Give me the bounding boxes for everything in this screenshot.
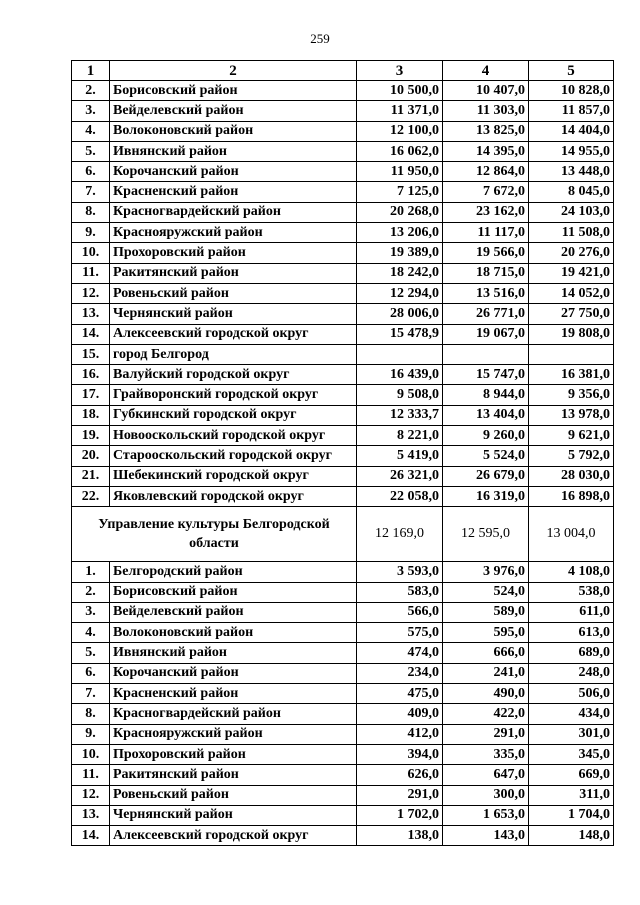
section-value-4: 12 595,0 xyxy=(443,507,529,562)
row-number: 9. xyxy=(72,223,110,243)
value-col4: 11 303,0 xyxy=(443,101,529,121)
value-col3: 20 268,0 xyxy=(357,202,443,222)
table-row xyxy=(72,704,614,724)
value-col3: 1 702,0 xyxy=(357,805,443,825)
value-col4: 13 404,0 xyxy=(443,405,529,425)
row-number: 14. xyxy=(72,826,110,846)
district-name: Алексеевский городской округ xyxy=(110,826,357,846)
value-col3 xyxy=(357,344,443,364)
row-number: 2. xyxy=(72,81,110,101)
row-number: 5. xyxy=(72,643,110,663)
row-number: 10. xyxy=(72,744,110,764)
section-value-5: 13 004,0 xyxy=(529,507,614,562)
district-name: Новооскольский городской округ xyxy=(110,426,357,446)
district-name: Вейделевский район xyxy=(110,101,357,121)
budget-table xyxy=(71,60,614,846)
value-col3: 26 321,0 xyxy=(357,466,443,486)
value-col5 xyxy=(529,344,614,364)
value-col3: 566,0 xyxy=(357,602,443,622)
value-col4: 291,0 xyxy=(443,724,529,744)
table-row xyxy=(72,684,614,704)
row-number: 10. xyxy=(72,243,110,263)
table-row xyxy=(72,263,614,283)
value-col3: 138,0 xyxy=(357,826,443,846)
value-col4: 26 679,0 xyxy=(443,466,529,486)
table-row xyxy=(72,81,614,101)
table-row xyxy=(72,304,614,324)
value-col4: 595,0 xyxy=(443,623,529,643)
value-col5: 11 508,0 xyxy=(529,223,614,243)
value-col3: 394,0 xyxy=(357,744,443,764)
table-row xyxy=(72,623,614,643)
row-number: 18. xyxy=(72,405,110,425)
value-col4: 589,0 xyxy=(443,602,529,622)
row-number: 2. xyxy=(72,582,110,602)
value-col4: 5 524,0 xyxy=(443,446,529,466)
table-row xyxy=(72,562,614,582)
district-name: Ракитянский район xyxy=(110,263,357,283)
value-col4 xyxy=(443,344,529,364)
row-number: 13. xyxy=(72,805,110,825)
column-header: 5 xyxy=(529,61,614,81)
value-col5: 19 421,0 xyxy=(529,263,614,283)
value-col4: 13 516,0 xyxy=(443,283,529,303)
value-col4: 9 260,0 xyxy=(443,426,529,446)
value-col3: 11 950,0 xyxy=(357,162,443,182)
table-row xyxy=(72,744,614,764)
row-number: 6. xyxy=(72,663,110,683)
table-row xyxy=(72,724,614,744)
table-row xyxy=(72,141,614,161)
row-number: 20. xyxy=(72,446,110,466)
district-name: Губкинский городской округ xyxy=(110,405,357,425)
district-name: Корочанский район xyxy=(110,162,357,182)
row-number: 8. xyxy=(72,202,110,222)
value-col3: 3 593,0 xyxy=(357,562,443,582)
value-col3: 8 221,0 xyxy=(357,426,443,446)
value-col4: 13 825,0 xyxy=(443,121,529,141)
value-col5: 11 857,0 xyxy=(529,101,614,121)
district-name: Ровеньский район xyxy=(110,785,357,805)
row-number: 6. xyxy=(72,162,110,182)
district-name: Красненский район xyxy=(110,182,357,202)
section-title: Управление культуры Белгородской области xyxy=(72,507,357,562)
table-row xyxy=(72,101,614,121)
value-col3: 626,0 xyxy=(357,765,443,785)
table-row xyxy=(72,486,614,506)
value-col3: 15 478,9 xyxy=(357,324,443,344)
row-number: 17. xyxy=(72,385,110,405)
value-col5: 13 448,0 xyxy=(529,162,614,182)
row-number: 12. xyxy=(72,283,110,303)
district-name: Красногвардейский район xyxy=(110,704,357,724)
value-col5: 14 955,0 xyxy=(529,141,614,161)
table-row xyxy=(72,344,614,364)
value-col3: 475,0 xyxy=(357,684,443,704)
district-name: Прохоровский район xyxy=(110,243,357,263)
value-col5: 13 978,0 xyxy=(529,405,614,425)
district-name: Борисовский район xyxy=(110,81,357,101)
value-col5: 148,0 xyxy=(529,826,614,846)
value-col4: 11 117,0 xyxy=(443,223,529,243)
table-row xyxy=(72,162,614,182)
district-name: Ракитянский район xyxy=(110,765,357,785)
row-number: 11. xyxy=(72,765,110,785)
district-name: Прохоровский район xyxy=(110,744,357,764)
value-col4: 8 944,0 xyxy=(443,385,529,405)
value-col4: 23 162,0 xyxy=(443,202,529,222)
table-row xyxy=(72,202,614,222)
value-col3: 12 333,7 xyxy=(357,405,443,425)
value-col5: 24 103,0 xyxy=(529,202,614,222)
table-row xyxy=(72,324,614,344)
table-row xyxy=(72,365,614,385)
table-row xyxy=(72,466,614,486)
district-name: Краснояружский район xyxy=(110,223,357,243)
table-row xyxy=(72,805,614,825)
row-number: 3. xyxy=(72,101,110,121)
value-col5: 538,0 xyxy=(529,582,614,602)
table-row xyxy=(72,121,614,141)
district-name: Чернянский район xyxy=(110,304,357,324)
value-col5: 689,0 xyxy=(529,643,614,663)
value-col4: 335,0 xyxy=(443,744,529,764)
row-number: 7. xyxy=(72,684,110,704)
value-col5: 8 045,0 xyxy=(529,182,614,202)
column-header: 2 xyxy=(110,61,357,81)
row-number: 7. xyxy=(72,182,110,202)
district-name: Белгородский район xyxy=(110,562,357,582)
page-number: 259 xyxy=(310,31,330,46)
table-row xyxy=(72,446,614,466)
row-number: 12. xyxy=(72,785,110,805)
value-col4: 26 771,0 xyxy=(443,304,529,324)
value-col3: 9 508,0 xyxy=(357,385,443,405)
table-row xyxy=(72,243,614,263)
value-col5: 5 792,0 xyxy=(529,446,614,466)
value-col3: 10 500,0 xyxy=(357,81,443,101)
district-name: город Белгород xyxy=(110,344,357,364)
row-number: 9. xyxy=(72,724,110,744)
table-body-part2 xyxy=(72,562,614,846)
value-col5: 301,0 xyxy=(529,724,614,744)
value-col5: 28 030,0 xyxy=(529,466,614,486)
value-col4: 16 319,0 xyxy=(443,486,529,506)
district-name: Красненский район xyxy=(110,684,357,704)
value-col4: 18 715,0 xyxy=(443,263,529,283)
table-row xyxy=(72,182,614,202)
row-number: 13. xyxy=(72,304,110,324)
value-col4: 10 407,0 xyxy=(443,81,529,101)
table-row xyxy=(72,426,614,446)
district-name: Старооскольский городской округ xyxy=(110,446,357,466)
table-row xyxy=(72,602,614,622)
row-number: 8. xyxy=(72,704,110,724)
value-col5: 16 381,0 xyxy=(529,365,614,385)
value-col5: 14 404,0 xyxy=(529,121,614,141)
table-row xyxy=(72,283,614,303)
table-row xyxy=(72,765,614,785)
column-header: 3 xyxy=(357,61,443,81)
value-col5: 1 704,0 xyxy=(529,805,614,825)
district-name: Чернянский район xyxy=(110,805,357,825)
value-col5: 311,0 xyxy=(529,785,614,805)
value-col5: 613,0 xyxy=(529,623,614,643)
value-col3: 28 006,0 xyxy=(357,304,443,324)
value-col4: 14 395,0 xyxy=(443,141,529,161)
value-col3: 583,0 xyxy=(357,582,443,602)
value-col5: 14 052,0 xyxy=(529,283,614,303)
value-col3: 234,0 xyxy=(357,663,443,683)
table-row xyxy=(72,223,614,243)
row-number: 22. xyxy=(72,486,110,506)
district-name: Ивнянский район xyxy=(110,141,357,161)
value-col5: 19 808,0 xyxy=(529,324,614,344)
header-row xyxy=(72,61,614,81)
value-col3: 22 058,0 xyxy=(357,486,443,506)
row-number: 14. xyxy=(72,324,110,344)
value-col3: 18 242,0 xyxy=(357,263,443,283)
table-row xyxy=(72,826,614,846)
value-col5: 4 108,0 xyxy=(529,562,614,582)
section-value-3: 12 169,0 xyxy=(357,507,443,562)
value-col5: 9 356,0 xyxy=(529,385,614,405)
value-col5: 506,0 xyxy=(529,684,614,704)
value-col5: 669,0 xyxy=(529,765,614,785)
column-header: 4 xyxy=(443,61,529,81)
value-col3: 13 206,0 xyxy=(357,223,443,243)
column-header: 1 xyxy=(72,61,110,81)
value-col3: 7 125,0 xyxy=(357,182,443,202)
row-number: 21. xyxy=(72,466,110,486)
row-number: 16. xyxy=(72,365,110,385)
district-name: Шебекинский городской округ xyxy=(110,466,357,486)
value-col5: 27 750,0 xyxy=(529,304,614,324)
value-col3: 474,0 xyxy=(357,643,443,663)
value-col4: 1 653,0 xyxy=(443,805,529,825)
value-col5: 10 828,0 xyxy=(529,81,614,101)
value-col3: 16 062,0 xyxy=(357,141,443,161)
section-row xyxy=(72,507,614,562)
table-body-part1 xyxy=(72,81,614,507)
value-col5: 16 898,0 xyxy=(529,486,614,506)
value-col4: 524,0 xyxy=(443,582,529,602)
district-name: Валуйский городской округ xyxy=(110,365,357,385)
value-col4: 241,0 xyxy=(443,663,529,683)
district-name: Красногвардейский район xyxy=(110,202,357,222)
table-row xyxy=(72,785,614,805)
value-col3: 12 294,0 xyxy=(357,283,443,303)
row-number: 11. xyxy=(72,263,110,283)
value-col4: 143,0 xyxy=(443,826,529,846)
value-col3: 412,0 xyxy=(357,724,443,744)
table-row xyxy=(72,643,614,663)
district-name: Борисовский район xyxy=(110,582,357,602)
value-col4: 7 672,0 xyxy=(443,182,529,202)
table-row xyxy=(72,663,614,683)
row-number: 5. xyxy=(72,141,110,161)
value-col3: 11 371,0 xyxy=(357,101,443,121)
value-col3: 12 100,0 xyxy=(357,121,443,141)
value-col4: 19 067,0 xyxy=(443,324,529,344)
district-name: Волоконовский район xyxy=(110,623,357,643)
row-number: 1. xyxy=(72,562,110,582)
row-number: 15. xyxy=(72,344,110,364)
district-name: Ивнянский район xyxy=(110,643,357,663)
value-col3: 19 389,0 xyxy=(357,243,443,263)
value-col5: 434,0 xyxy=(529,704,614,724)
value-col4: 15 747,0 xyxy=(443,365,529,385)
value-col5: 248,0 xyxy=(529,663,614,683)
row-number: 19. xyxy=(72,426,110,446)
value-col4: 490,0 xyxy=(443,684,529,704)
row-number: 3. xyxy=(72,602,110,622)
value-col5: 611,0 xyxy=(529,602,614,622)
section-block xyxy=(72,507,614,562)
value-col4: 12 864,0 xyxy=(443,162,529,182)
row-number: 4. xyxy=(72,623,110,643)
value-col4: 422,0 xyxy=(443,704,529,724)
district-name: Грайворонский городской округ xyxy=(110,385,357,405)
value-col3: 575,0 xyxy=(357,623,443,643)
value-col3: 16 439,0 xyxy=(357,365,443,385)
district-name: Волоконовский район xyxy=(110,121,357,141)
value-col3: 291,0 xyxy=(357,785,443,805)
district-name: Корочанский район xyxy=(110,663,357,683)
value-col5: 345,0 xyxy=(529,744,614,764)
district-name: Яковлевский городской округ xyxy=(110,486,357,506)
table-row xyxy=(72,582,614,602)
table-row xyxy=(72,405,614,425)
district-name: Ровеньский район xyxy=(110,283,357,303)
value-col4: 300,0 xyxy=(443,785,529,805)
value-col3: 5 419,0 xyxy=(357,446,443,466)
district-name: Алексеевский городской округ xyxy=(110,324,357,344)
value-col5: 9 621,0 xyxy=(529,426,614,446)
value-col4: 19 566,0 xyxy=(443,243,529,263)
row-number: 4. xyxy=(72,121,110,141)
value-col4: 647,0 xyxy=(443,765,529,785)
district-name: Вейделевский район xyxy=(110,602,357,622)
value-col4: 3 976,0 xyxy=(443,562,529,582)
value-col3: 409,0 xyxy=(357,704,443,724)
value-col4: 666,0 xyxy=(443,643,529,663)
value-col5: 20 276,0 xyxy=(529,243,614,263)
district-name: Краснояружский район xyxy=(110,724,357,744)
table-row xyxy=(72,385,614,405)
